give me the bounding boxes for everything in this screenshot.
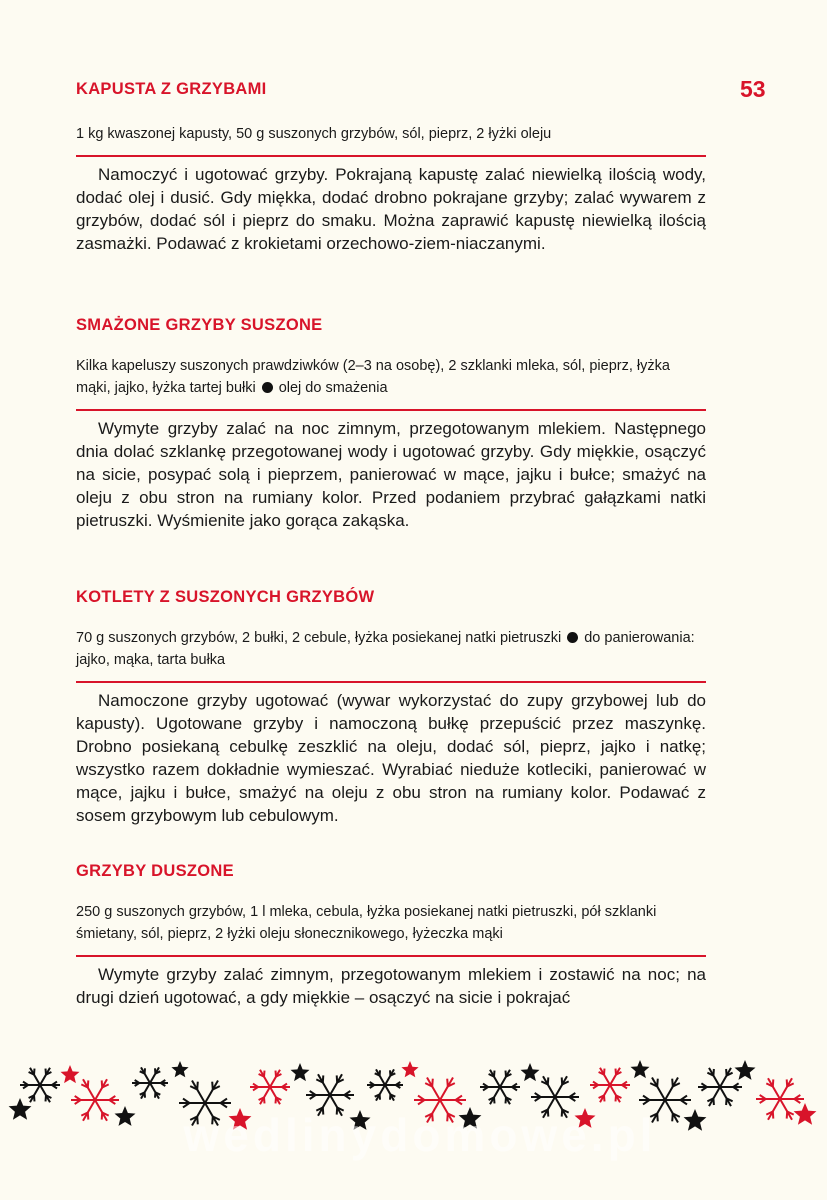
ingredients: 1 kg kwaszonej kapusty, 50 g suszonych grzybów, sól, pieprz, 2 łyżki oleju: [76, 126, 552, 142]
recipe-kapusta: [76, 80, 706, 255]
star-icon: [9, 1098, 32, 1120]
ingredients-main: Kilka kapeluszy suszonych prawdziwków (2–3 na osobę), 2 szklanki mleka, sól, pieprz, łyżka mąki, jajko, łyżka tartej bułki: [76, 358, 670, 396]
watermark: wedlinydomowe.pl: [183, 1109, 657, 1161]
ingredients-main: 70 g suszonych grzybów, 2 bułki, 2 cebule, łyżka posiekanej natki pietruszki: [76, 630, 562, 646]
recipe-title: KAPUSTA Z GRZYBAMI: [76, 80, 267, 98]
star-icon: [735, 1060, 756, 1080]
method: Wymyte grzyby zalać na noc zimnym, przegotowanym mlekiem. Następnego dnia dolać szklankę przegotowanej wody i ugotować grzyby. Gdy miękkie, osączyć na sicie, posypać solą i pieprzem, panierować w mące, jajku i bułce; smażyć na oleju z obu stron na rumiany kolor. Przed podaniem przybrać gałązkami natki pietruszki. Wyśmienite jako gorąca zakąska.: [76, 419, 706, 530]
divider: [76, 681, 706, 683]
ingredients: [76, 355, 706, 399]
method: Wymyte grzyby zalać zimnym, przegotowanym mlekiem i zostawić na noc; na drugi dzień ugotować, a gdy miękkie – osączyć na sicie i pokrajać: [76, 965, 706, 1007]
snowflake-icon: [20, 1068, 60, 1103]
bullet-icon: [262, 382, 273, 393]
recipe-duszone: [76, 862, 706, 1009]
snowflake-icon: [698, 1068, 742, 1106]
recipe-title: SMAŻONE GRZYBY SUSZONE: [76, 316, 323, 334]
divider: [76, 155, 706, 157]
ingredients: [76, 627, 706, 671]
divider: [76, 409, 706, 411]
star-icon: [631, 1060, 650, 1078]
star-icon: [291, 1063, 310, 1081]
snowflake-icon: [132, 1067, 168, 1098]
snowflake-icon: [590, 1068, 630, 1103]
snowflake-icon: [367, 1069, 403, 1100]
snowflake-icon: [250, 1070, 290, 1105]
recipe-title: KOTLETY Z SUSZONYCH GRZYBÓW: [76, 588, 375, 606]
divider: [76, 955, 706, 957]
ingredients: 250 g suszonych grzybów, 1 l mleka, cebula, łyżka posiekanej natki pietruszki, pół szklanki śmietany, sól, pieprz, 2 łyżki oleju słonecznikowego, łyżeczka mąki: [76, 904, 657, 942]
recipe-kotlety: [76, 588, 706, 827]
method: Namoczyć i ugotować grzyby. Pokrajaną kapustę zalać niewielką ilością wody, dodać olej i dusić. Gdy miękka, dodać drobno pokrajane grzyby; zalać wywarem z grzybów, dodać sól i pieprz do smaku. Można zaprawić kapustę niewielką ilością zasmażki. Podawać z krokietami orzechowo-ziem-niaczanymi.: [76, 165, 706, 253]
star-icon: [171, 1061, 188, 1077]
star-icon: [61, 1065, 80, 1083]
star-icon: [521, 1063, 540, 1081]
ingredients-extra: do panierowania: jajko, mąka, tarta bułka: [76, 630, 695, 668]
star-icon: [401, 1061, 418, 1077]
ingredients-extra: olej do smażenia: [278, 380, 388, 396]
recipe-smazone: [76, 316, 706, 532]
method: Namoczone grzyby ugotować (wywar wykorzystać do zupy grzybowej lub do kapusty). Ugotowane grzyby i namoczoną bułkę przepuścić przez maszynkę. Drobno posiekaną cebulkę zeszklić na oleju, dodać sól, pieprz, jajko i natkę; wszystko razem dokładnie wymieszać. Wyrabiać nieduże kotleciki, panierować w mące, jajku i bułce, smażyć na oleju z obu stron na rumiany kolor. Podawać z sosem grzybowym lub cebulowym.: [76, 691, 706, 825]
snowflake-icon: [480, 1070, 520, 1105]
page-number: 53: [740, 76, 766, 102]
star-icon: [794, 1103, 817, 1125]
recipe-title: GRZYBY DUSZONE: [76, 862, 234, 880]
bullet-icon: [567, 632, 578, 643]
